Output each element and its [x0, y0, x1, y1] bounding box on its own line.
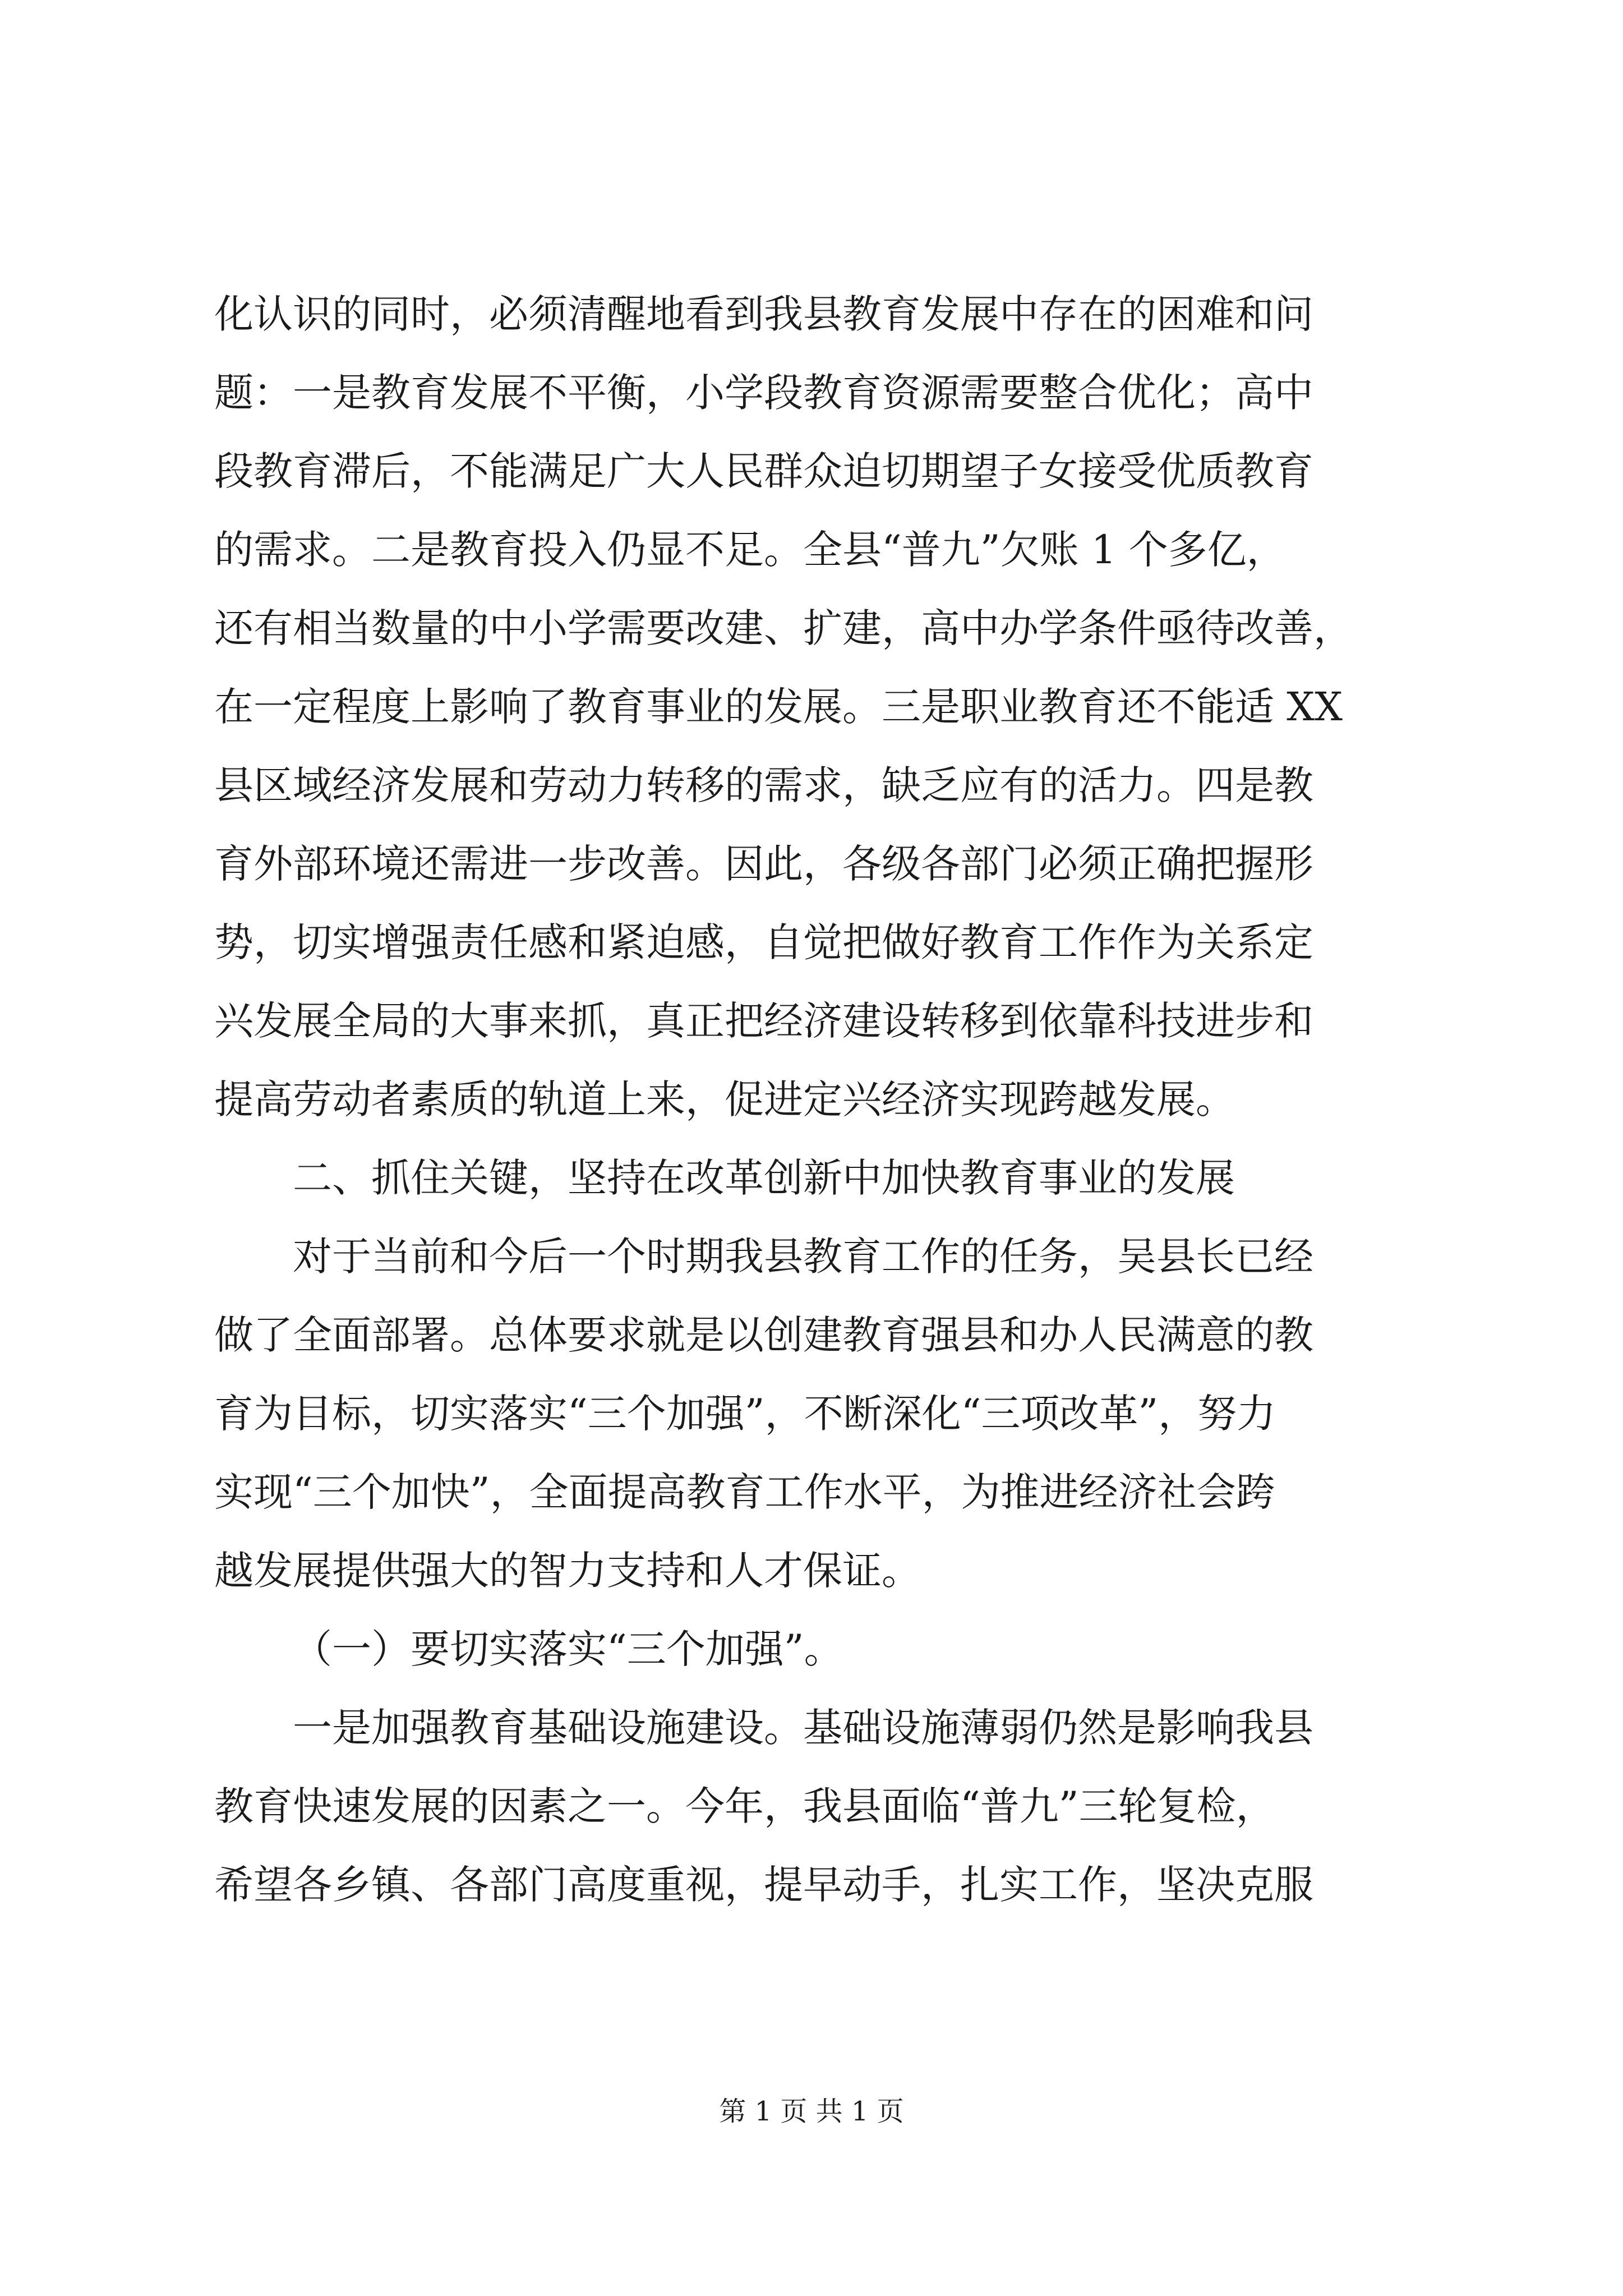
page-number-label: 第 1 页 共 1 页 — [719, 2096, 904, 2127]
page-footer — [0, 2090, 1623, 2128]
text-line: 育为目标，切实落实“三个加强”，不断深化“三项改革”，努力 — [214, 1391, 1276, 1437]
subsection-heading: （一）要切实落实“三个加强”。 — [293, 1626, 843, 1672]
text-line: 对于当前和今后一个时期我县教育工作的任务，吴县长已经 — [293, 1234, 1313, 1280]
text-line: 化认识的同时，必须清醒地看到我县教育发展中存在的困难和问 — [214, 291, 1313, 337]
text-line: 段教育滞后，不能满足广大人民群众迫切期望子女接受优质教育 — [214, 448, 1313, 494]
text-line: 兴发展全局的大事来抓，真正把经济建设转移到依靠科技进步和 — [214, 998, 1313, 1044]
text-line: 在一定程度上影响了教育事业的发展。三是职业教育还不能适 XX — [214, 684, 1343, 730]
text-line: 做了全面部署。总体要求就是以创建教育强县和办人民满意的教 — [214, 1312, 1313, 1358]
text-line: 越发展提供强大的智力支持和人才保证。 — [214, 1548, 921, 1594]
text-line: 势，切实增强责任感和紧迫感，自觉把做好教育工作作为关系定 — [214, 919, 1313, 965]
text-line: 育外部环境还需进一步改善。因此，各级各部门必须正确把握形 — [214, 841, 1313, 887]
text-line: 一是加强教育基础设施建设。基础设施薄弱仍然是影响我县 — [293, 1705, 1313, 1751]
text-line: 教育快速发展的因素之一。今年，我县面临“普九”三轮复检， — [214, 1783, 1275, 1829]
text-line: 还有相当数量的中小学需要改建、扩建，高中办学条件亟待改善， — [214, 605, 1353, 651]
text-line: 县区域经济发展和劳动力转移的需求，缺乏应有的活力。四是教 — [214, 762, 1313, 808]
section-heading: 二、抓住关键，坚持在改革创新中加快教育事业的发展 — [293, 1155, 1235, 1201]
text-line: 提高劳动者素质的轨道上来，促进定兴经济实现跨越发展。 — [214, 1076, 1235, 1122]
text-line: 希望各乡镇、各部门高度重视，提早动手，扎实工作，坚决克服 — [214, 1862, 1313, 1908]
text-line: 题：一是教育发展不平衡，小学段教育资源需要整合优化；高中 — [214, 370, 1313, 416]
text-line: 实现“三个加快”，全面提高教育工作水平，为推进经济社会跨 — [214, 1469, 1275, 1515]
text-line: 的需求。二是教育投入仍显不足。全县“普九”欠账 1 个多亿， — [214, 527, 1286, 573]
